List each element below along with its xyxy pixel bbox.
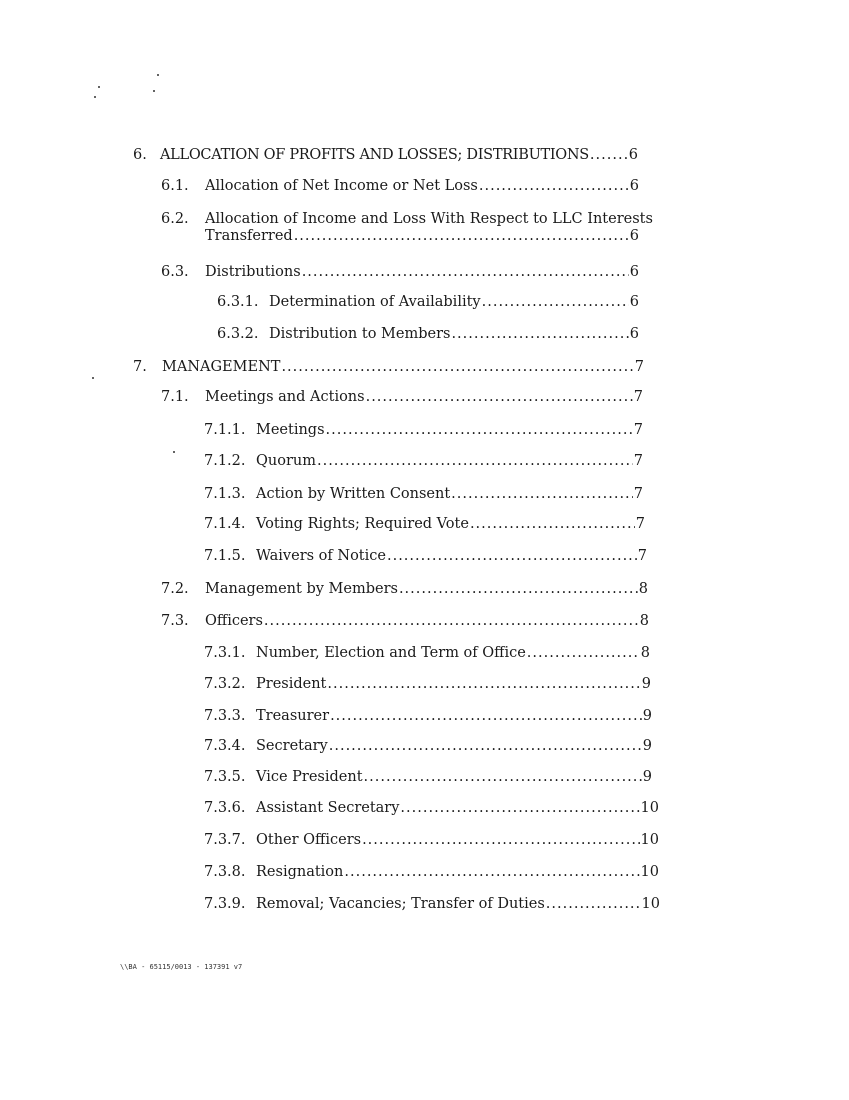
dot-leader — [546, 895, 641, 913]
toc-entry-7-3-8[interactable] — [204, 863, 659, 881]
toc-number: 7.3.7. — [204, 832, 246, 848]
toc-number: 7.3.6. — [204, 800, 246, 816]
toc-page-number: 7 — [633, 422, 643, 438]
toc-number: 7.1.1. — [204, 422, 246, 438]
toc-page-number: 8 — [639, 613, 649, 629]
toc-page-number: 10 — [640, 864, 659, 880]
toc-page-number: 6 — [629, 326, 639, 342]
toc-entry-6-2[interactable] — [161, 210, 653, 228]
dot-leader — [482, 293, 629, 311]
dot-leader — [264, 612, 639, 630]
toc-title: MANAGEMENT — [162, 359, 281, 375]
toc-title: Meetings and Actions — [205, 389, 365, 405]
toc-page-number: 9 — [642, 738, 652, 754]
toc-number: 7.1.3. — [204, 486, 246, 502]
toc-number: 7.3.2. — [204, 676, 246, 692]
toc-page-number: 9 — [642, 708, 652, 724]
scan-speck — [98, 86, 100, 88]
toc-entry-7-1-5[interactable] — [204, 547, 647, 565]
dot-leader — [366, 388, 633, 406]
toc-number: 6.2. — [161, 211, 189, 227]
toc-title: Vice President — [256, 769, 363, 785]
toc-entry-7-3-2[interactable] — [204, 675, 651, 693]
toc-entry-7-3-3[interactable] — [204, 707, 652, 725]
toc-number: 7. — [133, 359, 147, 375]
toc-number: 7.1.5. — [204, 548, 246, 564]
toc-entry-7-3-4[interactable] — [204, 737, 652, 755]
toc-page-number: 6 — [629, 178, 639, 194]
toc-page-number: 7 — [634, 359, 644, 375]
toc-title: Treasurer — [256, 708, 330, 724]
toc-entry-7-3-7[interactable] — [204, 831, 659, 849]
toc-number: 7.1. — [161, 389, 189, 405]
toc-number: 6.1. — [161, 178, 189, 194]
toc-entry-6-3-1[interactable] — [217, 293, 639, 311]
toc-number: 6.3.1. — [217, 294, 259, 310]
toc-number: 7.1.4. — [204, 516, 246, 532]
toc-page-number: 10 — [641, 896, 660, 912]
toc-entry-7-1-4[interactable] — [204, 515, 645, 533]
toc-number: 7.3.3. — [204, 708, 246, 724]
toc-entry-7-3-5[interactable] — [204, 768, 652, 786]
toc-page-number: 7 — [633, 486, 643, 502]
toc-entry-7[interactable] — [133, 358, 644, 376]
scan-speck — [157, 74, 159, 76]
toc-page-number: 10 — [640, 800, 659, 816]
dot-leader — [400, 799, 639, 817]
toc-page-number: 7 — [635, 516, 645, 532]
dot-leader — [327, 675, 640, 693]
toc-entry-6-1[interactable] — [161, 177, 639, 195]
toc-page-number: 8 — [640, 645, 650, 661]
dot-leader — [451, 485, 633, 503]
toc-entry-6[interactable] — [133, 146, 638, 164]
toc-title: Voting Rights; Required Vote — [256, 516, 469, 532]
toc-page-number: 8 — [638, 581, 648, 597]
toc-title: Determination of Availability — [269, 294, 481, 310]
toc-entry-6-2-cont[interactable] — [205, 227, 639, 245]
toc-title: Distribution to Members — [269, 326, 451, 342]
toc-entry-6-3-2[interactable] — [217, 325, 639, 343]
toc-title: Action by Written Consent — [256, 486, 451, 502]
toc-page-number: 9 — [641, 676, 651, 692]
toc-title: Waivers of Notice — [256, 548, 386, 564]
toc-number: 6. — [133, 147, 147, 163]
toc-entry-6-3[interactable] — [161, 263, 639, 281]
toc-title: Other Officers — [256, 832, 362, 848]
toc-number: 6.3. — [161, 264, 189, 280]
dot-leader — [329, 737, 642, 755]
toc-title: Resignation — [256, 864, 344, 880]
toc-number: 7.3.1. — [204, 645, 246, 661]
dot-leader — [281, 358, 633, 376]
toc-title: Management by Members — [205, 581, 398, 597]
dot-leader — [330, 707, 642, 725]
toc-page-number: 7 — [637, 548, 647, 564]
dot-leader — [451, 325, 628, 343]
dot-leader — [364, 768, 642, 786]
dot-leader — [294, 227, 629, 245]
toc-entry-7-1-2[interactable] — [204, 452, 643, 470]
dot-leader — [344, 863, 639, 881]
dot-leader — [317, 452, 633, 470]
toc-title: Allocation of Net Income or Net Loss — [205, 178, 478, 194]
toc-entry-7-3-1[interactable] — [204, 644, 650, 662]
scan-speck — [92, 377, 94, 379]
dot-leader — [527, 644, 640, 662]
toc-title: ALLOCATION OF PROFITS AND LOSSES; DISTRIBUTIONS — [160, 147, 589, 163]
toc-entry-7-3-9[interactable] — [204, 895, 660, 913]
toc-page-number: 6 — [628, 147, 638, 163]
toc-number: 7.3.8. — [204, 864, 246, 880]
dot-leader — [362, 831, 639, 849]
dot-leader — [470, 515, 635, 533]
toc-title: President — [256, 676, 327, 692]
scan-speck — [153, 90, 155, 92]
toc-page-number: 10 — [640, 832, 659, 848]
toc-title: Distributions — [205, 264, 301, 280]
scan-speck — [94, 96, 96, 98]
toc-title: Meetings — [256, 422, 325, 438]
toc-page-number: 7 — [633, 389, 643, 405]
toc-entry-7-1-3[interactable] — [204, 485, 643, 503]
toc-entry-7-1[interactable] — [161, 388, 643, 406]
toc-page-number: 6 — [629, 294, 639, 310]
scan-speck — [173, 451, 175, 453]
toc-entry-7-3-6[interactable] — [204, 799, 659, 817]
toc-number: 7.3.9. — [204, 896, 246, 912]
dot-leader — [479, 177, 629, 195]
toc-title: Quorum — [256, 453, 316, 469]
toc-entry-7-1-1[interactable] — [204, 421, 643, 439]
toc-entry-7-2[interactable] — [161, 580, 648, 598]
document-id-footer: \\BA - 65115/0013 - 137391 v7 — [120, 963, 243, 971]
toc-number: 7.1.2. — [204, 453, 246, 469]
toc-entry-7-3[interactable] — [161, 612, 649, 630]
toc-title-line-1: Allocation of Income and Loss With Respect to LLC Interests — [205, 211, 653, 227]
toc-title-line-2: Transferred — [205, 228, 293, 244]
dot-leader — [302, 263, 629, 281]
dot-leader — [326, 421, 633, 439]
toc-title: Removal; Vacancies; Transfer of Duties — [256, 896, 545, 912]
toc-page-number: 6 — [629, 264, 639, 280]
toc-number: 6.3.2. — [217, 326, 259, 342]
dot-leader — [590, 146, 628, 164]
toc-title: Number, Election and Term of Office — [256, 645, 526, 661]
toc-number: 7.3.5. — [204, 769, 246, 785]
toc-number: 7.3.4. — [204, 738, 246, 754]
toc-number: 7.3. — [161, 613, 189, 629]
toc-page-number: 9 — [642, 769, 652, 785]
toc-page-number: 6 — [629, 228, 639, 244]
toc-page-number: 7 — [633, 453, 643, 469]
toc-title: Secretary — [256, 738, 328, 754]
toc-title: Assistant Secretary — [256, 800, 400, 816]
dot-leader — [399, 580, 638, 598]
toc-number: 7.2. — [161, 581, 189, 597]
dot-leader — [387, 547, 637, 565]
toc-title: Officers — [205, 613, 263, 629]
